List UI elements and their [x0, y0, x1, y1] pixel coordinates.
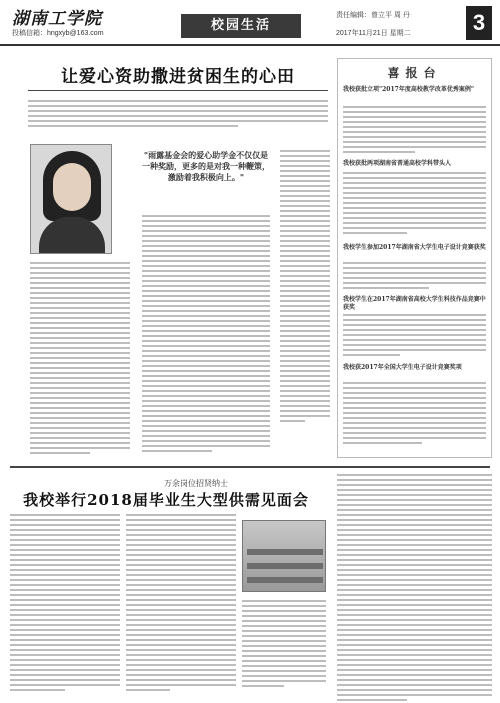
issue-date: 2017年11月21日 星期二 [336, 30, 411, 37]
pull-quote: "雨露基金会的爱心助学金不仅仅是一种奖励，更多的是对我一种鞭策，激励着我积极向上。" [142, 150, 270, 182]
submission-email: 投稿信箱：hngxyb@163.com [12, 30, 104, 37]
section-title: 校园生活 [181, 14, 301, 38]
lead-body-column-1 [30, 262, 130, 457]
right-bottom-column [337, 474, 492, 703]
report-item-text [343, 314, 486, 359]
job-fair-photo [242, 520, 326, 592]
report-item-text [343, 172, 486, 237]
feature-headline: 我校举行2018届毕业生大型供需见面会 [23, 491, 309, 509]
section-divider [10, 466, 490, 468]
lead-body-column-2 [142, 215, 270, 455]
report-item-text [343, 382, 486, 447]
editors-line: 责任编辑：曾立平 周 丹 [336, 12, 410, 19]
lead-headline: 让爱心资助撒进贫困生的心田 [61, 67, 295, 87]
report-item-headline: 我校学生在2017年湖南省高校大学生科技作品竞赛中获奖 [343, 296, 486, 311]
student-photo [30, 144, 112, 254]
feature-body-column-1 [10, 514, 120, 694]
page-number: 3 [466, 6, 492, 40]
report-item-text [343, 262, 486, 292]
report-title: 喜报台 [387, 66, 442, 80]
report-item-headline: 我校获批立项"2017年度高校教学改革优秀案例" [343, 86, 474, 93]
report-item-headline: 我校获2017年全国大学生电子设计竞赛奖项 [343, 364, 462, 371]
sidebar-essay-column [280, 150, 330, 425]
lead-intro-text-block [28, 100, 328, 130]
feature-body-column-3 [242, 600, 326, 690]
report-item-headline: 我校学生参加2017年湖南省大学生电子设计竞赛获奖 [343, 244, 486, 251]
headline-rule [28, 90, 328, 91]
report-item-text [343, 106, 486, 156]
feature-kicker: 万余岗位招贤纳士 [164, 479, 228, 488]
feature-body-column-2 [126, 514, 236, 694]
report-item-headline: 我校获批两项湖南省普通高校学科带头人 [343, 160, 452, 167]
masthead [0, 0, 500, 46]
newspaper-logo: 湖南工学院 [12, 9, 102, 29]
